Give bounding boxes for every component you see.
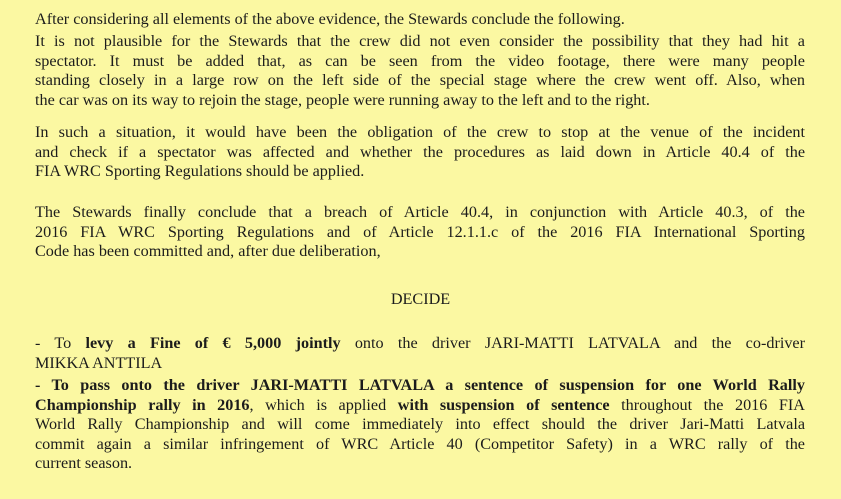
text-line: Code has been committed and, after due deliberation, [35,242,381,260]
text-line: commit again a similar infringement of WRC Article 40 (Competitor Safety) in a WRC rally of the [35,434,805,453]
text-line: MIKKA ANTTILA [35,353,163,372]
text-line: standing closely in a large row on the left side of the special stage where the crew went off. Also, when [35,71,805,89]
text-line: It is not plausible for the Stewards that the crew did not even consider the possibility that they had hit a [35,32,805,50]
paragraph-breach [35,203,805,262]
decide-heading: DECIDE [390,290,451,308]
text-line: the car was on its way to rejoin the stage, people were running away to the left and to the right. [35,90,650,109]
text-line: - To pass onto the driver JARI-MATTI LATVALA a sentence of suspension for one World Rally [35,376,805,394]
paragraph-conclusion-intro [35,10,805,30]
text-line: - To levy a Fine of € 5,000 jointly onto the driver JARI-MATTI LATVALA and the co-driver [35,334,805,352]
decision-fine [35,334,805,373]
paragraph-obligation [35,123,805,182]
text-line: World Rally Championship and will come immediately into effect should the driver Jari-Matti Latvala [35,415,805,433]
text-line: Championship rally in 2016, which is applied with suspension of sentence throughout the 2016 FIA [35,395,805,414]
text-line: After considering all elements of the above evidence, the Stewards conclude the following. [35,10,625,28]
text-line: spectator. It must be added that, as can be seen from the video footage, there were many people [35,51,805,70]
text-line: 2016 FIA WRC Sporting Regulations and of Article 12.1.1.c of the 2016 FIA International Sporting [35,222,805,241]
text-line: In such a situation, it would have been the obligation of the crew to stop at the venue of the incident [35,123,805,141]
paragraph-plausibility [35,32,805,110]
text-line: FIA WRC Sporting Regulations should be applied. [35,162,365,180]
text-line: and check if a spectator was affected and whether the procedures as laid down in Article 40.4 of the [35,142,805,161]
text-line: current season. [35,454,133,472]
decision-suspension [35,376,805,474]
text-line: The Stewards finally conclude that a breach of Article 40.4, in conjunction with Article 40.3, of the [35,203,805,221]
